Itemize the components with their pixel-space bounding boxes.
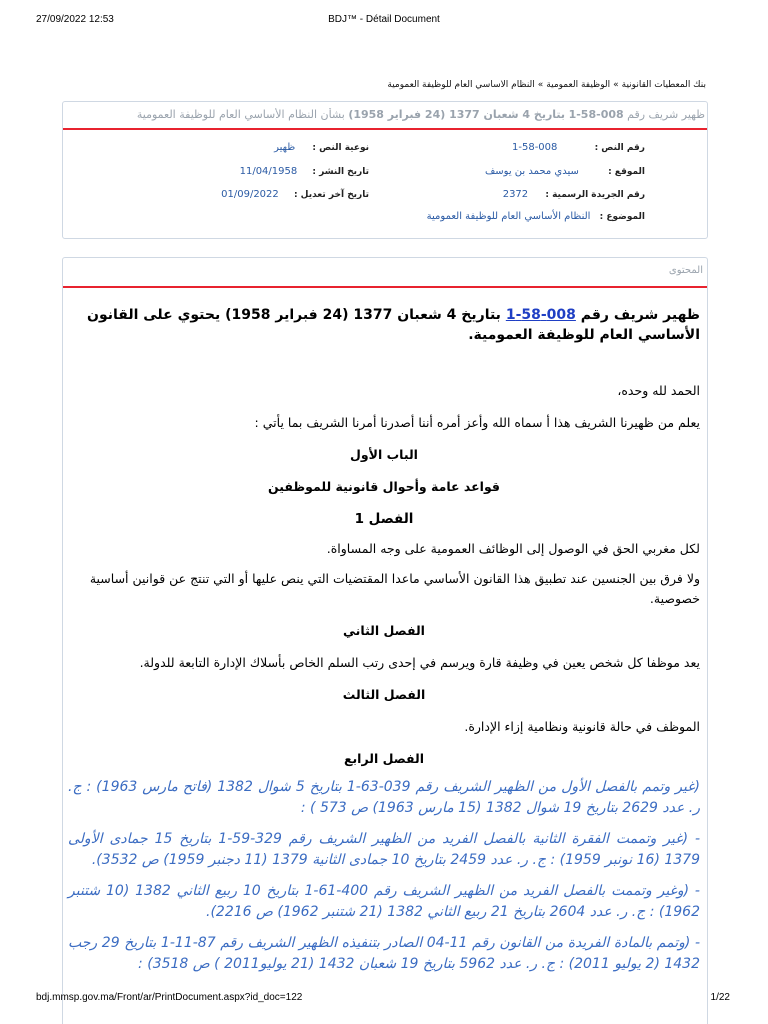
field-value: النظام الأساسي العام للوظيفة العمومية (426, 211, 591, 222)
field-signer (485, 166, 645, 177)
field-label: رقم النص : (594, 143, 645, 153)
chapter-3-title: الفصل الثالث (342, 687, 426, 702)
field-value: سيدي محمد بن يوسف (484, 166, 579, 177)
field-label: الموضوع : (599, 212, 645, 222)
chapter-1-title: الفصل 1 (354, 511, 414, 527)
print-datetime: 27/09/2022 12:53 (36, 14, 114, 25)
field-text-number (512, 142, 645, 153)
print-page-title: BDJ™ - Détail Document (328, 14, 440, 25)
print-header (0, 14, 768, 34)
field-value: ظهير (274, 142, 296, 153)
field-label: تاريخ آخر تعديل : (293, 190, 369, 200)
field-value: 008-58-1 (511, 142, 558, 153)
field-label: رقم الجريدة الرسمية : (545, 190, 645, 200)
chapter-2-title: الفصل الثاني (343, 623, 425, 638)
meta-title-suffix: بشأن النظام الأساسي العام للوظيفة العمومية (136, 108, 345, 121)
document-meta-panel (62, 101, 708, 239)
field-label: تاريخ النشر : (312, 167, 369, 177)
field-value: 01/09/2022 (221, 189, 279, 200)
field-value: 2372 (502, 189, 529, 200)
print-page-number: 1/22 (710, 992, 730, 1003)
document-heading (68, 305, 700, 345)
heading-prefix: ظهير شريف رقم (580, 307, 700, 323)
field-text-type (274, 142, 369, 153)
field-subject (427, 211, 645, 222)
field-value: 11/04/1958 (239, 166, 298, 177)
document-body (68, 305, 700, 975)
breadcrumb-item-statute[interactable]: النظام الأساسي العام للوظيفة العمومية (387, 80, 535, 90)
field-label: نوعية النص : (312, 143, 369, 153)
breadcrumb-item-database[interactable]: بنك المعطيات القانونية (621, 80, 706, 90)
intro-paragraph: يعلم من ظهيرنا الشريف هذا أ سماه الله وأعز أمره أننا أصدرنا أمرنا الشريف بما يأتي : (254, 415, 700, 430)
content-panel-title: المحتوى (668, 265, 703, 276)
print-footer (0, 992, 768, 1012)
praise-line: الحمد لله وحده، (617, 383, 700, 398)
amendment-note: (غير وتمم بالفصل الأول من الظهير الشريف رقم 039-63-1 بتاريخ 5 شوال 1382 (فاتح مارس 1963) : ج. ر. عدد 2629 بتاريخ 19 شوال 1382 (15 مارس 1963) ص 573 ) : (68, 779, 700, 816)
dahir-number-link[interactable]: 008-58-1 (505, 307, 576, 323)
chapter-1-paragraph-2: ولا فرق بين الجنسين عند تطبيق هذا القانون الأساسي ماعدا المقتضيات التي ينص عليها أو التي تنتج عن قوانين أساسية خصوصية. (89, 571, 700, 606)
chapter-2-paragraph-1: يعد موظفا كل شخص يعين في وظيفة قارة ويرسم في إحدى رتب السلم الخاص بأسلاك الإدارة التابعة للدولة. (139, 655, 700, 670)
chapter-3-paragraph-1: الموظف في حالة قانونية ونظامية إزاء الإدارة. (464, 719, 700, 734)
meta-title-number: 008-58-1 (568, 108, 624, 121)
chapter-4-title: الفصل الرابع (343, 751, 425, 766)
content-divider (63, 286, 707, 288)
field-last-modified (221, 189, 369, 200)
part-title: الباب الأول (350, 447, 418, 462)
amendment-note: - (غير وتممت الفقرة الثانية بالفصل الفريد من الظهير الشريف رقم 329-59-1 بتاريخ 15 جمادى الأولى 1379 (16 نونبر 1959) : ج. ر. عدد 2459 بتاريخ 10 جمادى الثانية 1379 (11 دجنبر 1959) ص 3532). (68, 831, 700, 868)
amendment-note: - (وتمم بالمادة الفريدة من القانون رقم 11-04 الصادر بتنفيذه الظهير الشريف رقم 87-11-1 بتاريخ 29 رجب 1432 (2 يوليو 2011) : ج. ر. عدد 5962 بتاريخ 19 شعبان 1432 (21 يوليو2011 ) ص 3518) : (68, 935, 700, 972)
breadcrumb-item-civil-service[interactable]: الوظيفة العمومية (546, 80, 611, 90)
breadcrumb-separator: » (537, 80, 544, 90)
field-label: الموقع : (608, 167, 645, 177)
field-publication-date (240, 166, 369, 177)
breadcrumb (26, 80, 706, 90)
breadcrumb-separator: » (613, 80, 619, 90)
amendment-note: - (وغير وتممت بالفصل الفريد من الظهير الشريف رقم 400-61-1 بتاريخ 10 ربيع الثاني 1382 (10 شتنبر 1962) : ج. ر. عدد 2604 بتاريخ 21 ربيع الثاني 1382 (21 شتنبر 1962) ص 2216). (68, 883, 700, 920)
meta-panel-title (65, 108, 705, 126)
print-url: bdj.mmsp.gov.ma/Front/ar/PrintDocument.aspx?id_doc=122 (36, 992, 303, 1003)
heading-suffix: بتاريخ 4 شعبان 1377 (24 فبراير 1958) يحتوي على القانون الأساسي العام للوظيفة العمومية. (87, 307, 700, 343)
meta-divider (63, 128, 707, 130)
meta-title-date: بتاريخ 4 شعبان 1377 (24 فبراير 1958) (348, 108, 566, 121)
chapter-1-paragraph-1: لكل مغربي الحق في الوصول إلى الوظائف العمومية على وجه المساواة. (326, 541, 700, 556)
part-subtitle: قواعد عامة وأحوال قانونية للموظفين (268, 479, 500, 494)
field-gazette-number (503, 189, 645, 200)
meta-title-prefix: ظهير شريف رقم (627, 108, 705, 121)
